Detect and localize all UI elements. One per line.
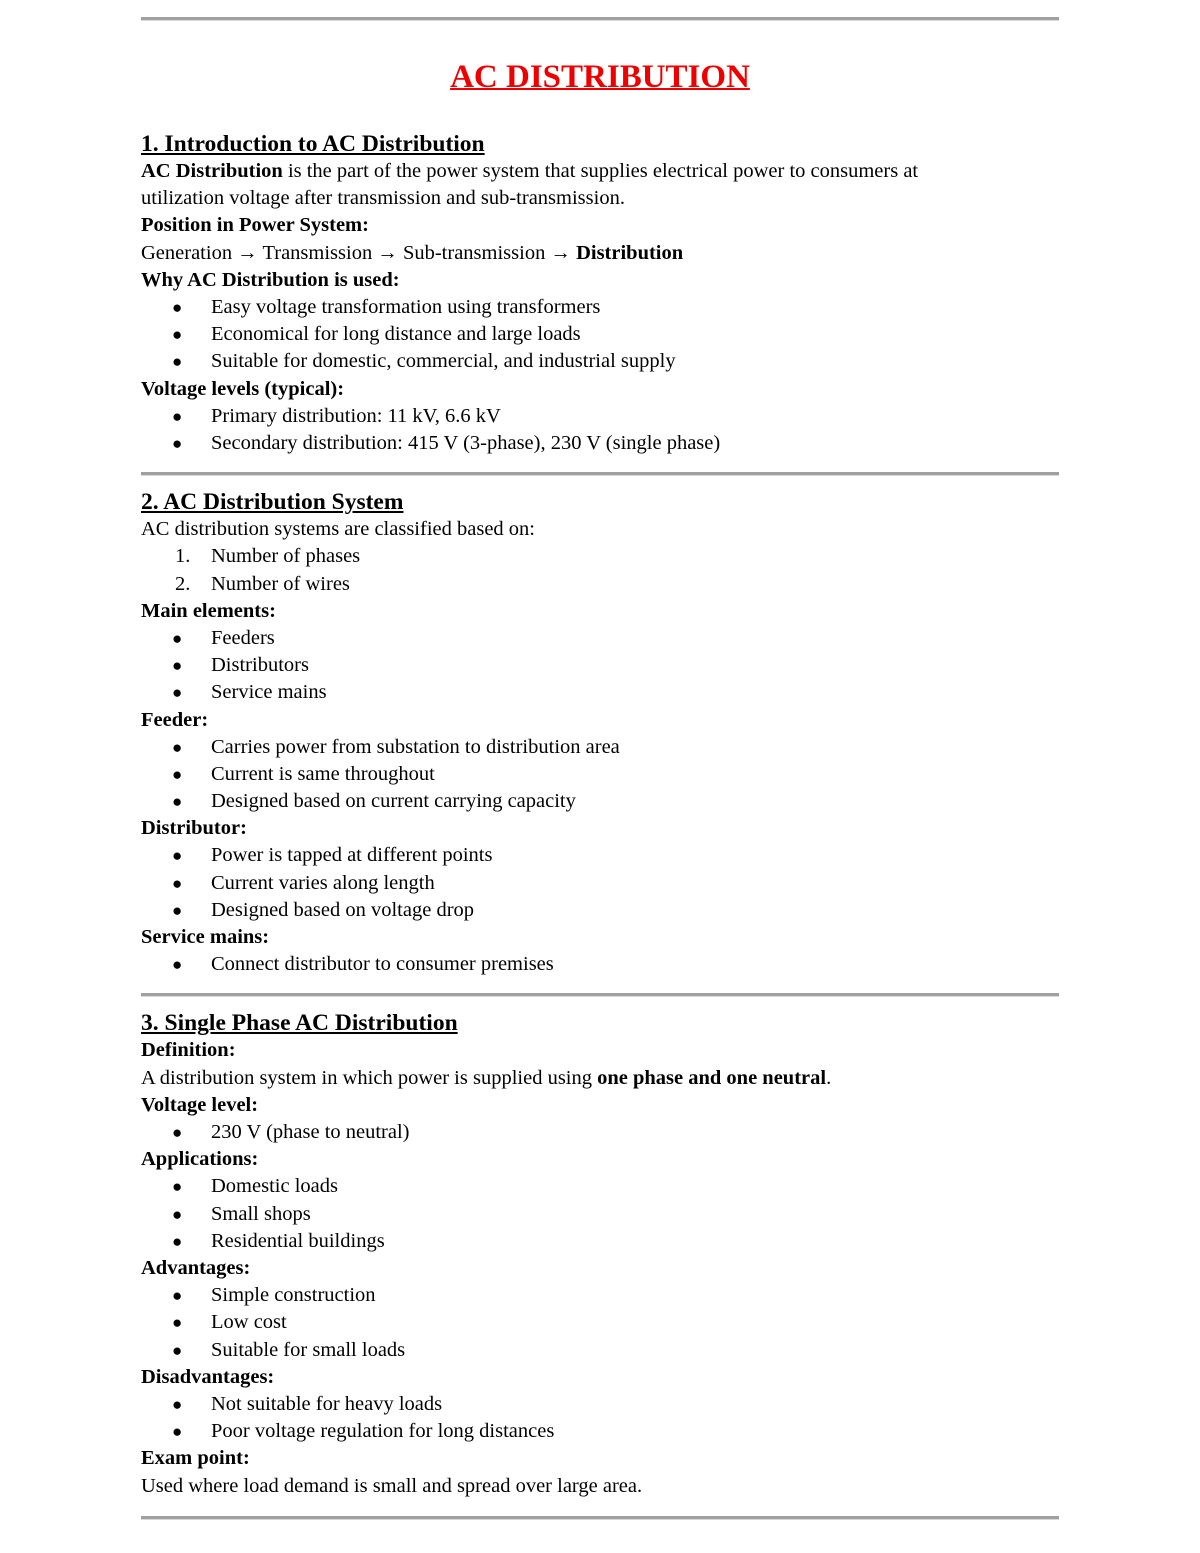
voltage-label: Voltage levels (typical): [141,377,345,400]
list-item: 2. Number of wires [175,572,350,595]
definition-text: A distribution system in which power is supplied using one phase and one neutral. [141,1066,832,1089]
definition-text: is the part of the power system that supplies electrical power to consumers at [282,160,919,182]
list-item: ● Current varies along length [172,871,435,894]
section-heading: 2. AC Distribution System [141,489,404,516]
list-item: ● Designed based on current carrying capacity [172,790,576,813]
list-item: ● Feeders [172,626,275,649]
position-flow-end: Distribution [576,241,684,264]
list-item: ● Designed based on voltage drop [172,898,475,921]
applications-label: Applications: [141,1148,259,1171]
feeder-label: Feeder: [141,708,209,731]
page-title: AC DISTRIBUTION [450,59,750,95]
definition-term: AC Distribution [141,160,283,182]
list-item: ● 230 V (phase to neutral) [172,1121,410,1144]
exam-point-label: Exam point: [141,1447,250,1470]
main-elements-label: Main elements: [141,599,276,622]
list-item: ● Current is same throughout [172,762,435,785]
list-item: ● Easy voltage transformation using transformers [172,296,601,319]
section-heading: 1. Introduction to AC Distribution [141,131,485,157]
classification-intro: AC distribution systems are classified based on: [141,518,535,541]
exam-point-text: Used where load demand is small and spread over large area. [141,1474,643,1497]
list-item: 1. Number of phases [175,545,361,568]
definition-paragraph [141,158,1059,185]
distributor-list [141,842,1059,924]
bottom-rule [141,1516,1059,1520]
list-item: ● Not suitable for heavy loads [172,1392,443,1415]
classification-list [141,543,1059,597]
list-item: ● Service mains [172,681,327,704]
list-item: ● Secondary distribution: 415 V (3-phase), 230 V (single phase) [172,431,721,454]
section-heading: 3. Single Phase AC Distribution [141,1010,458,1037]
section-distribution-system [141,489,1059,978]
distributor-label: Distributor: [141,817,247,840]
list-item: ● Connect distributor to consumer premises [172,953,554,976]
service-mains-label: Service mains: [141,926,270,949]
advantages-list [141,1282,1059,1364]
list-item: ● Low cost [172,1311,287,1334]
applications-list [141,1173,1059,1255]
list-item: ● Distributors [172,654,309,677]
position-flow [141,240,1059,267]
why-list [141,294,1059,376]
disadvantages-label: Disadvantages: [141,1365,275,1388]
advantages-label: Advantages: [141,1256,251,1279]
feeder-list [141,734,1059,816]
voltage-list [141,403,1059,457]
section-divider [141,472,1059,476]
list-item: ● Residential buildings [172,1229,385,1252]
list-item: ● Carries power from substation to distribution area [172,735,620,758]
list-item: ● Suitable for small loads [172,1338,406,1361]
list-item: ● Economical for long distance and large loads [172,323,581,346]
why-label: Why AC Distribution is used: [141,268,400,291]
document-page [141,0,1059,1520]
position-label: Position in Power System: [141,214,369,237]
main-elements-list [141,625,1059,707]
list-item: ● Poor voltage regulation for long distances [172,1420,555,1443]
top-rule [141,17,1059,21]
service-mains-list [141,951,1059,978]
section-introduction [141,131,1059,457]
disadvantages-list [141,1391,1059,1445]
definition-line-2: utilization voltage after transmission and sub-transmission. [141,187,625,210]
voltage-level-list [141,1119,1059,1146]
list-item: ● Suitable for domestic, commercial, and industrial supply [172,350,676,373]
list-item: ● Primary distribution: 11 kV, 6.6 kV [172,404,501,427]
list-item: ● Simple construction [172,1284,376,1307]
position-flow-text: Generation → Transmission → Sub-transmission → [141,241,577,264]
list-item: ● Power is tapped at different points [172,844,493,867]
section-divider [141,993,1059,997]
voltage-level-label: Voltage level: [141,1093,259,1116]
definition-label: Definition: [141,1039,236,1062]
list-item: ● Small shops [172,1202,311,1225]
section-single-phase [141,1010,1059,1499]
list-item: ● Domestic loads [172,1175,338,1198]
